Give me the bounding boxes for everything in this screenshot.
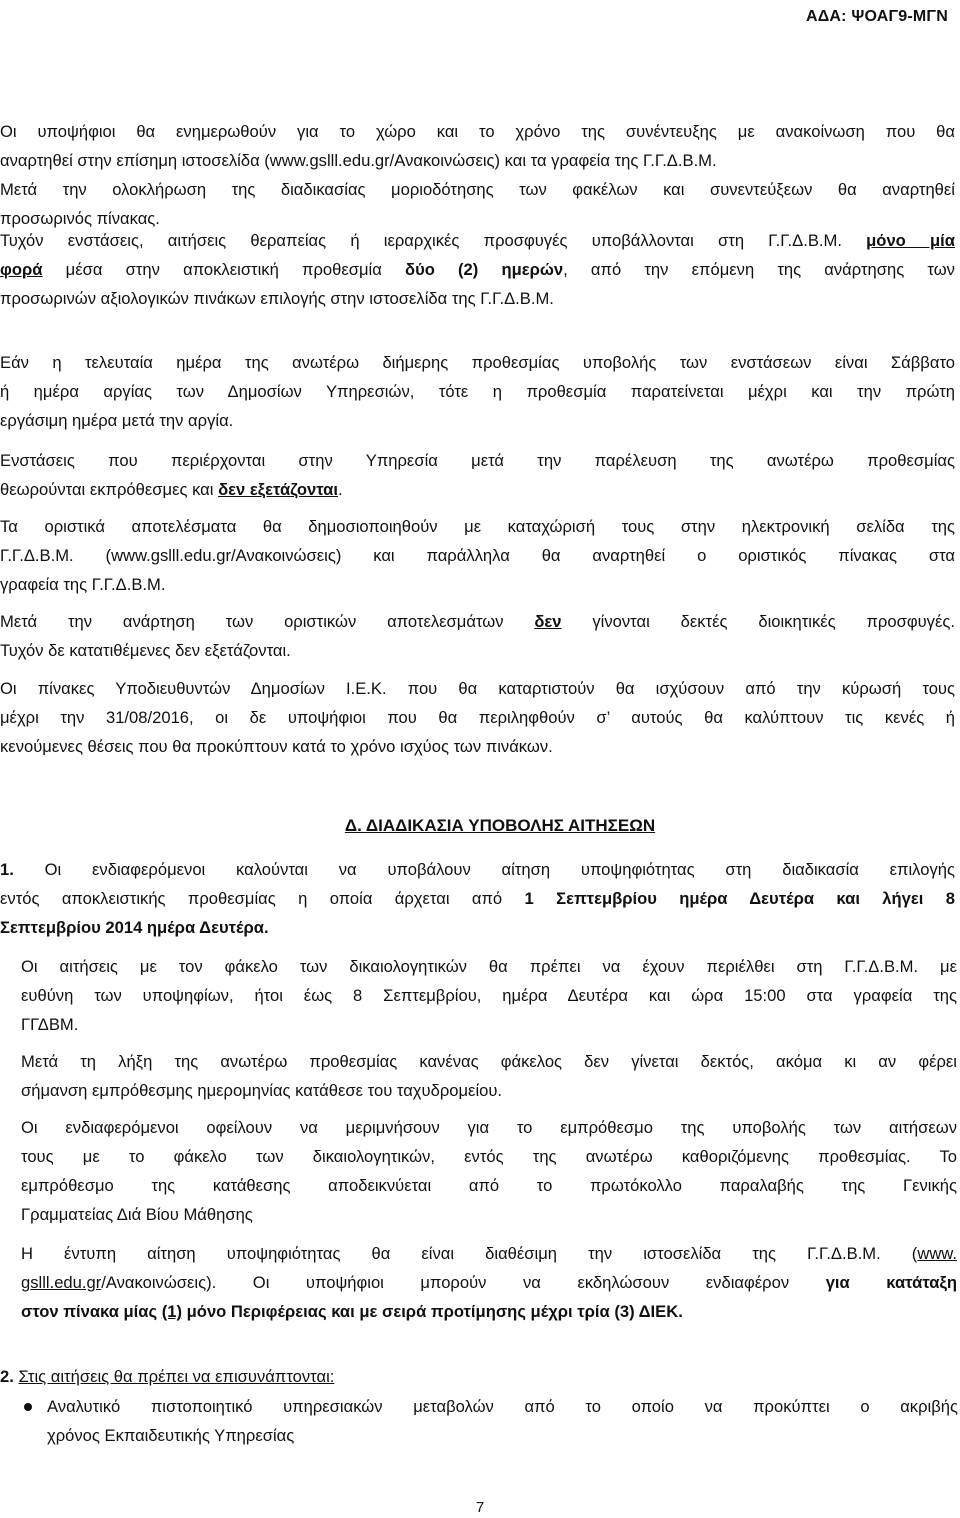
website-link-part1: www. — [917, 1244, 957, 1263]
paragraph-objections: Τυχόν ενστάσεις, αιτήσεις θεραπείας ή ιεραρχικές προσφυγές υποβάλλονται στη Γ.Γ.Δ.Β.Μ. μόνο μία φορά μέσα στην αποκλειστική προθεσμία δύο (2) ημερών, από την επόμενη της ανάρτησης των προσωρινών αξιολογικών πινάκων επιλογής στην ιστοσελίδα της Γ.Γ.Δ.Β.Μ. — [0, 231, 955, 308]
page-number: 7 — [475, 1499, 485, 1516]
emphasis-application-dates: 1 Σεπτεμβρίου ημέρα Δευτέρα και λήγει 8 — [524, 889, 955, 908]
paragraph-deadline-extension: Εάν η τελευταία ημέρα της ανωτέρω διήμερης προθεσμίας υποβολής των ενστάσεων είναι Σάββατο ή ημέρα αργίας των Δημοσίων Υπηρεσιών, τότε η προθεσμία παρατείνεται μέχρι και την πρώτη εργάσιμη ημέρα μετά την αργία. — [0, 353, 955, 430]
emphasis-only-once: μόνο μία — [866, 231, 955, 250]
paragraph-late-folders: Μετά τη λήξη της ανωτέρω προθεσμίας κανένας φάκελος δεν γίνεται δεκτός, ακόμα κι αν φέρει σήμανση εμπρόθεσμης ημερομηνίας κατάθεσε του ταχυδρομείου. — [21, 1052, 957, 1100]
paragraph-late-objections: Ενστάσεις που περιέρχονται στην Υπηρεσία μετά την παρέλευση της ανωτέρω προθεσμίας θεωρούνται εκπρόθεσμες και δεν εξετάζονται. — [0, 451, 955, 499]
emphasis-not: δεν — [534, 612, 562, 631]
paragraph-timely-submission: Οι ενδιαφερόμενοι οφείλουν να μεριμνήσουν για το εμπρόθεσμο της υποβολής των αιτήσεων τους με το φάκελο των δικαιολογητικών, εντός της ανωτέρω καθοριζόμενης προθεσμίας. Το εμπρόθεσμο της κατάθεσης αποδεικνύεται από το πρωτόκολλο παραλαβής της Γενικής Γραμματείας Διά Βίου Μάθησης — [21, 1118, 957, 1224]
emphasis-not-examined: δεν εξετάζονται — [218, 480, 338, 499]
paragraph-no-appeals: Μετά την ανάρτηση των οριστικών αποτελεσμάτων δεν γίνονται δεκτές διοικητικές προσφυγές. Τυχόν δε κατατιθέμενες δεν εξετάζονται. — [0, 612, 955, 660]
paragraph-interview-notice: Οι υποψήφιοι θα ενημερωθούν για το χώρο και το χρόνο της συνέντευξης με ανακοίνωση που θα αναρτηθεί στην επίσημη ιστοσελίδα (www.gslll.edu.gr/Ανακοινώσεις) και τα γραφεία της Γ.Γ.Δ.Β.Μ. — [0, 122, 955, 170]
paragraph-provisional-table: Μετά την ολοκλήρωση της διαδικασίας μοριοδότησης των φακέλων και συνεντεύξεων θα αναρτηθεί προσωρινός πίνακας. — [0, 180, 955, 228]
ada-code: ΑΔΑ: ΨΟΑΓ9-ΜΓΝ — [805, 8, 948, 25]
website-link-part2: gslll.edu.gr — [21, 1273, 102, 1292]
paragraph-table-validity: Οι πίνακες Υποδιευθυντών Δημοσίων Ι.Ε.Κ. που θα καταρτιστούν θα ισχύσουν από την κύρωσή τους μέχρι την 31/08/2016, οι δε υποψήφιοι που θα περιληφθούν σ’ αυτούς θα καλύπτουν τις κενές ή κενούμενες θέσεις που θα προκύπτουν κατά το χρόνο ισχύος των πινάκων. — [0, 679, 955, 756]
paragraph-application-deadline: Οι αιτήσεις με τον φάκελο των δικαιολογητικών θα πρέπει να έχουν περιέλθει στη Γ.Γ.Δ.Β.Μ. με ευθύνη των υποψηφίων, ήτοι έως 8 Σεπτεμβρίου, ημέρα Δευτέρα και ώρα 15:00 στα γραφεία της ΓΓΔΒΜ. — [21, 957, 957, 1034]
item-2-attachments: 2. Στις αιτήσεις θα πρέπει να επισυνάπτονται: — [0, 1367, 335, 1386]
section-heading: Δ. ΔΙΑΔΙΚΑΣΙΑ ΥΠΟΒΟΛΗΣ ΑΙΤΗΣΕΩΝ — [344, 816, 656, 835]
paragraph-final-results: Τα οριστικά αποτελέσματα θα δημοσιοποιηθούν με καταχώρισή τους στην ηλεκτρονική σελίδα της Γ.Γ.Δ.Β.Μ. (www.gslll.edu.gr/Ανακοινώσεις) και παράλληλα θα αναρτηθεί ο οριστικός πίνακας στα γραφεία της Γ.Γ.Δ.Β.Μ. — [0, 517, 955, 594]
item-1-application-period: 1. Οι ενδιαφερόμενοι καλούνται να υποβάλουν αίτηση υποψηφιότητας στη διαδικασία επιλογής εντός αποκλειστικής προθεσμίας η οποία άρχεται από 1 Σεπτεμβρίου ημέρα Δευτέρα και λήγει 8 Σεπτεμβρίου 2014 ημέρα Δευτέρα. — [0, 860, 955, 937]
bullet-icon — [24, 1403, 32, 1411]
emphasis-two-days: δύο (2) ημερών — [405, 260, 564, 279]
paragraph-application-form: Η έντυπη αίτηση υποψηφιότητας θα είναι διαθέσιμη την ιστοσελίδα της Γ.Γ.Δ.Β.Μ. (www. gslll.edu.gr/Ανακοινώσεις). Οι υποψήφιοι μπορούν να εκδηλώσουν ενδιαφέρον για κατάταξη στον πίνακα μίας (1) μόνο Περιφέρειας και με σειρά προτίμησης μέχρι τρία (3) ΔΙΕΚ. — [21, 1244, 957, 1321]
